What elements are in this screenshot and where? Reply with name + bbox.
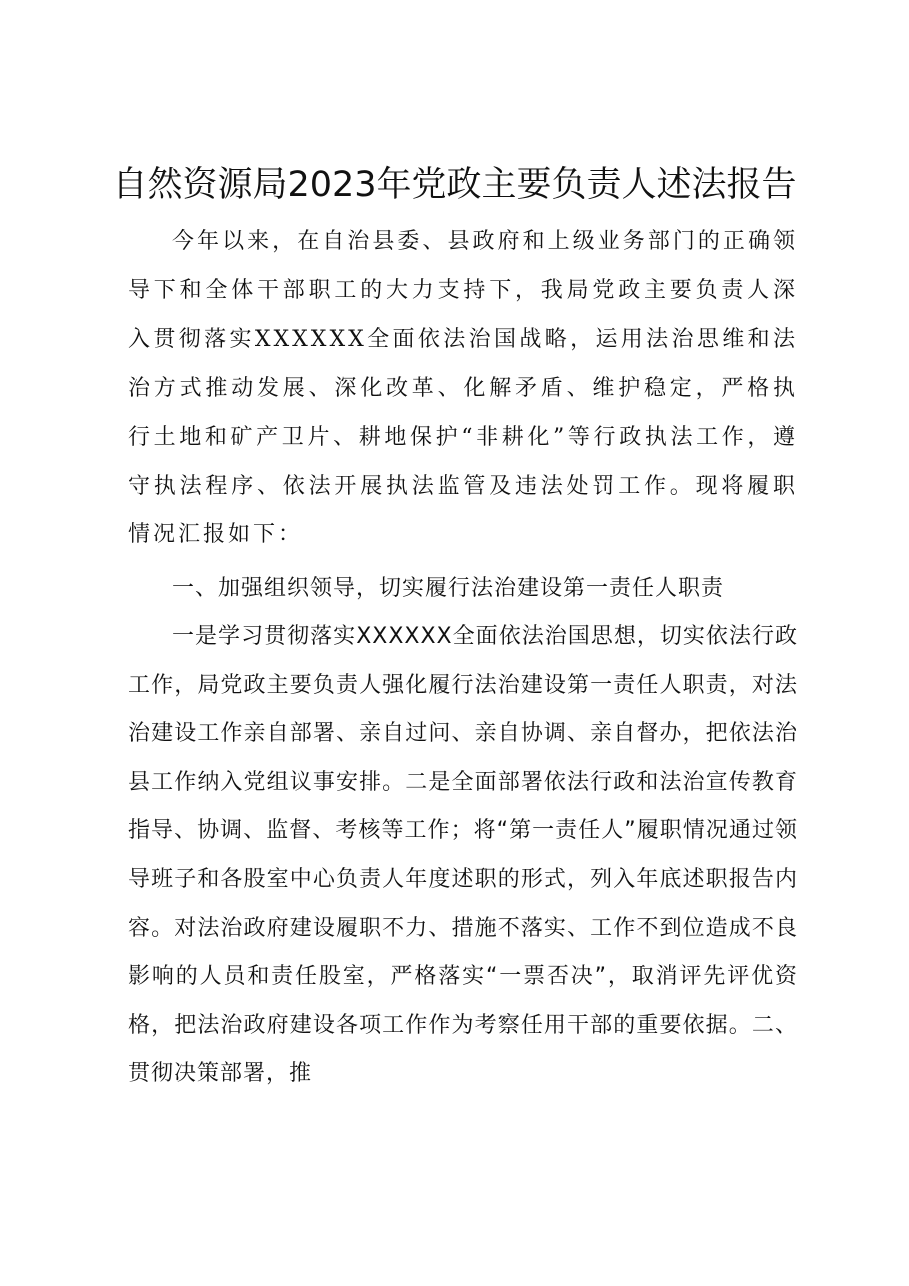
document-title: 自然资源局2023年党政主要负责人述法报告 — [112, 165, 797, 205]
section-one-paragraph: 一是学习贯彻落实XXXXXX全面依法治国思想，切实依法行政工作，局党政主要负责人强化履行法治建设第一责任人职责，对法治建设工作亲自部署、亲自过问、亲自协调、亲自督办，把依法治县工作纳入党组议事安排。二是全面部署依法行政和法治宣传教育指导、协调、监督、考核等工作；将“第一责任人”履职情况通过领导班子和各股室中心负责人年度述职的形式，列入年底述职报告内容。对法治政府建设履职不力、措施不落实、工作不到位造成不良影响的人员和责任股室，严格落实“一票否决”，取消评先评优资格，把法治政府建设各项工作作为考察任用干部的重要依据。二、贯彻决策部署，推 — [128, 624, 798, 1087]
section-one-heading: 一、加强组织领导，切实履行法治建设第一责任人职责 — [172, 576, 725, 601]
intro-paragraph: 今年以来，在自治县委、县政府和上级业务部门的正确领导下和全体干部职工的大力支持下，我局党政主要负责人深入贯彻落实XXXXXX全面依法治国战略，运用法治思维和法治方式推动发展、深化改革、化解矛盾、维护稳定，严格执行土地和矿产卫片、耕地保护“非耕化”等行政执法工作，遵守执法程序、依法开展执法监管及违法处罚工作。现将履职情况汇报如下： — [128, 229, 798, 548]
